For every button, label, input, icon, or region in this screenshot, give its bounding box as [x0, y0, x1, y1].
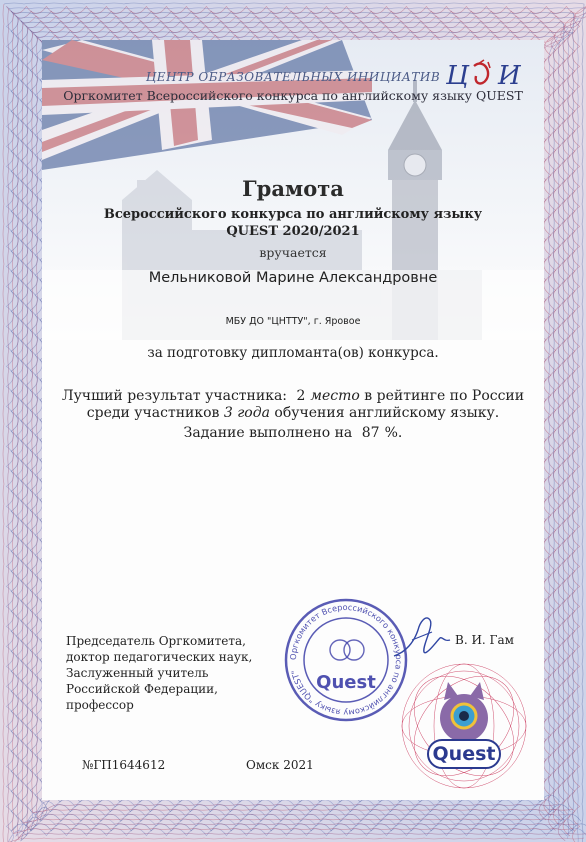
- study-year: 3 года: [223, 405, 270, 421]
- percent-sign: %.: [384, 425, 403, 441]
- emblem-word: Quest: [432, 743, 496, 765]
- percent-value: 87: [361, 425, 380, 441]
- svg-text:Оргкомитет Всероссийского конк: [288, 602, 404, 718]
- task-text: Задание выполнено на: [183, 425, 353, 441]
- chairman-line-5: профессор: [66, 698, 134, 712]
- award-reason: за подготовку дипломанта(ов) конкурса.: [147, 345, 439, 361]
- result-line-1: [0, 388, 586, 404]
- certificate-number: №ГП1644612: [82, 758, 166, 772]
- result-line-3: [0, 425, 586, 441]
- chairman-line-2: доктор педагогических наук,: [66, 650, 253, 664]
- recipient-name: Мельниковой Марине Александровне: [148, 270, 438, 286]
- official-stamp: [282, 596, 410, 724]
- contest-edition: QUEST 2020/2021: [226, 224, 360, 239]
- school-name: МБУ ДО "ЦНТТУ", г. Яровое: [225, 316, 361, 327]
- svg-text:Ц: Ц: [446, 61, 469, 91]
- result-line-2: [0, 405, 586, 421]
- rating-text: в рейтинге по России: [364, 388, 525, 404]
- stamp-ring-text: Оргкомитет Всероссийского конкурса по английскому языку "QUEST": [287, 601, 405, 719]
- chairman-signature: [392, 612, 452, 662]
- chairman-line-1: Председатель Оргкомитета,: [66, 634, 246, 648]
- stamp-word: Quest: [316, 672, 376, 693]
- awarded-label: вручается: [259, 245, 327, 260]
- svg-text:И: И: [498, 61, 521, 91]
- chairman-line-3: Заслуженный учитель: [66, 666, 209, 680]
- chairman-credentials: [66, 633, 252, 713]
- center-name: ЦЕНТР ОБРАЗОВАТЕЛЬНЫХ ИНИЦИАТИВ: [145, 70, 441, 84]
- best-result-label: Лучший результат участника:: [61, 388, 288, 404]
- study-text: обучения английскому языку.: [274, 405, 500, 421]
- city-year: Омск 2021: [246, 758, 314, 772]
- among-text: среди участников: [86, 405, 220, 421]
- place-word: место: [310, 388, 360, 404]
- contest-name: Всероссийского конкурса по английскому языку: [103, 207, 483, 222]
- certificate-title: Грамота: [242, 176, 344, 201]
- quest-emblem: [398, 660, 530, 792]
- place-value: 2: [296, 388, 306, 404]
- orgcommittee-line: Оргкомитет Всероссийского конкурса по английскому языку QUEST: [63, 88, 523, 103]
- chairman-line-4: Российской Федерации,: [66, 682, 218, 696]
- chairman-name: В. И. Гам: [455, 633, 514, 647]
